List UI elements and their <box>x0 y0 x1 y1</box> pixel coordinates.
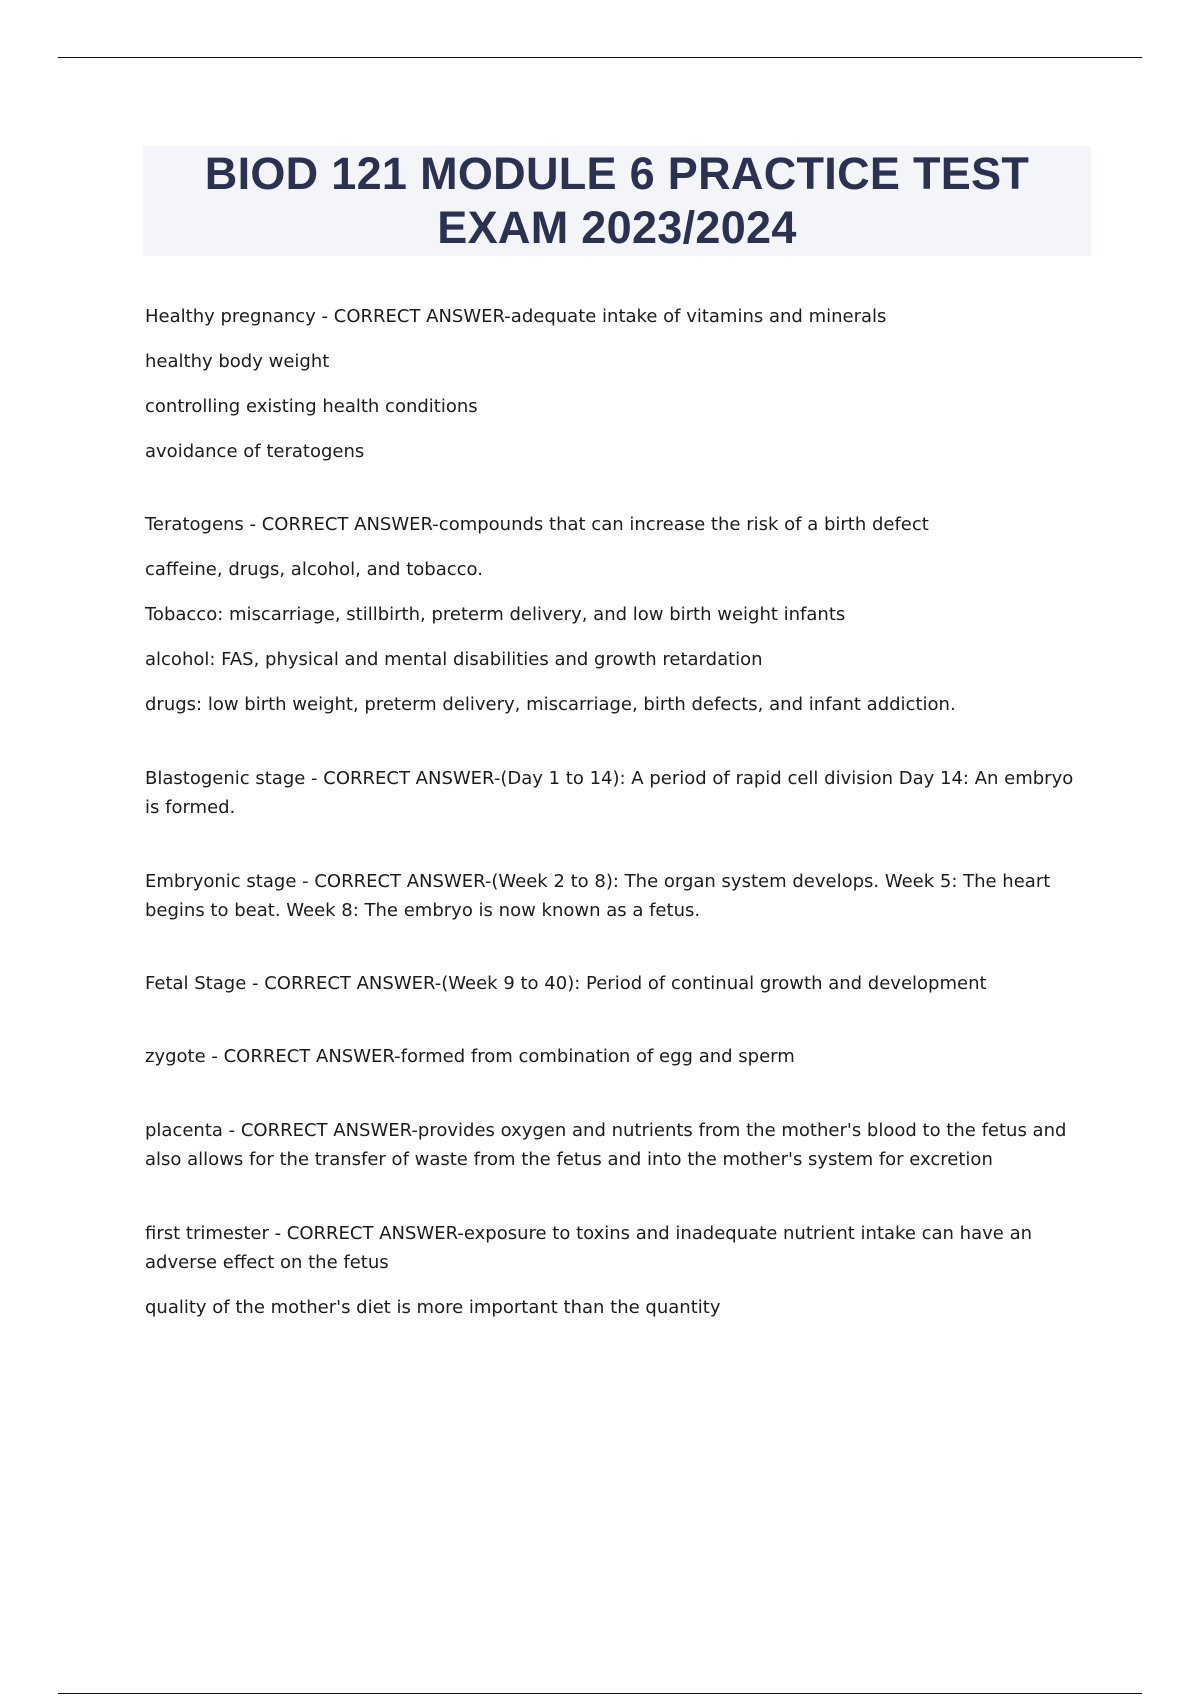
entry-line: drugs: low birth weight, preterm delivery, miscarriage, birth defects, and infant addiction. <box>145 694 956 715</box>
bottom-divider <box>58 1693 1142 1694</box>
entry-fetal-stage <box>145 970 1091 998</box>
entry-placenta <box>145 1116 1091 1174</box>
entry-line: healthy body weight <box>145 351 330 372</box>
entry-line: controlling existing health conditions <box>145 396 478 417</box>
entry-teratogens <box>145 511 1091 719</box>
entry-embryonic-stage <box>145 867 1091 925</box>
entry-healthy-pregnancy <box>145 303 1091 466</box>
entry-line: Healthy pregnancy - CORRECT ANSWER-adequate intake of vitamins and minerals <box>145 306 887 327</box>
title-line-2: EXAM 2023/2024 <box>437 202 797 253</box>
entry-line: Tobacco: miscarriage, stillbirth, preterm delivery, and low birth weight infants <box>145 604 846 625</box>
entry-line: zygote - CORRECT ANSWER-formed from combination of egg and sperm <box>145 1046 795 1067</box>
entry-line: first trimester - CORRECT ANSWER-exposure to toxins and inadequate nutrient intake can have an adverse effect on the fetus <box>145 1223 1033 1273</box>
entry-line: Teratogens - CORRECT ANSWER-compounds that can increase the risk of a birth defect <box>145 514 929 535</box>
entry-zygote <box>145 1043 1091 1071</box>
document-body <box>145 303 1091 1339</box>
entry-blastogenic-stage <box>145 764 1091 822</box>
entry-line: quality of the mother's diet is more important than the quantity <box>145 1297 721 1318</box>
entry-line: Fetal Stage - CORRECT ANSWER-(Week 9 to 40): Period of continual growth and development <box>145 973 987 994</box>
entry-line: alcohol: FAS, physical and mental disabilities and growth retardation <box>145 649 763 670</box>
document-title <box>143 146 1091 256</box>
entry-line: Blastogenic stage - CORRECT ANSWER-(Day 1 to 14): A period of rapid cell division Day 14: An embryo is formed. <box>145 768 1074 818</box>
entry-line: placenta - CORRECT ANSWER-provides oxygen and nutrients from the mother's blood to the fetus and also allows for the transfer of waste from the fetus and into the mother's system for excretion <box>145 1120 1067 1170</box>
entry-first-trimester <box>145 1219 1091 1322</box>
entry-line: caffeine, drugs, alcohol, and tobacco. <box>145 559 483 580</box>
title-line-1: BIOD 121 MODULE 6 PRACTICE TEST <box>204 148 1030 199</box>
entry-line: Embryonic stage - CORRECT ANSWER-(Week 2 to 8): The organ system develops. Week 5: The heart begins to beat. Week 8: The embryo is now known as a fetus. <box>145 871 1051 921</box>
entry-line: avoidance of teratogens <box>145 441 365 462</box>
top-divider <box>58 57 1142 58</box>
